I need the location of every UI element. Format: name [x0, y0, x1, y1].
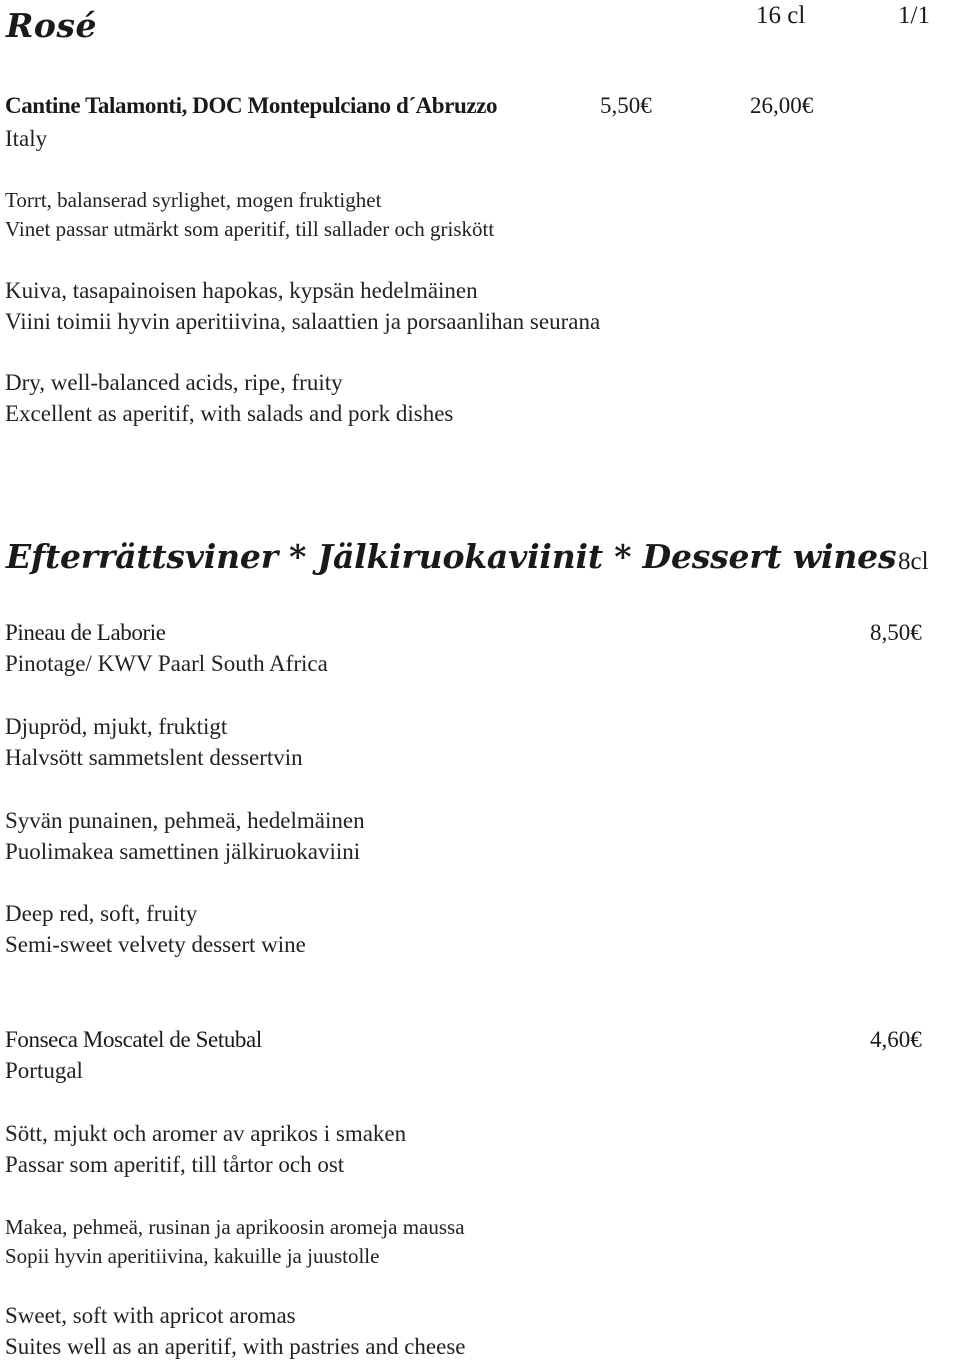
pineau-desc-en-line2: Semi-sweet velvety dessert wine	[5, 932, 306, 957]
wine-origin-fonseca: Portugal	[5, 1058, 83, 1083]
pineau-desc-en-line1: Deep red, soft, fruity	[5, 901, 198, 926]
wine-name-talamonti: Cantine Talamonti, DOC Montepulciano d´Abruzzo	[5, 93, 498, 118]
pineau-desc-sv-line1: Djupröd, mjukt, fruktigt	[5, 714, 228, 739]
price-glass-talamonti: 5,50€	[600, 93, 652, 118]
wine-origin-pineau: Pinotage/ KWV Paarl South Africa	[5, 651, 328, 676]
fonseca-desc-sv-line1: Sött, mjukt och aromer av aprikos i smaken	[5, 1121, 407, 1146]
col-header-16cl: 16 cl	[756, 2, 806, 29]
rose-section-title: Rosé	[6, 6, 98, 45]
price-fonseca: 4,60€	[870, 1027, 922, 1052]
pineau-desc-fi-line2: Puolimakea samettinen jälkiruokaviini	[5, 839, 361, 864]
desc-en-line1: Dry, well-balanced acids, ripe, fruity	[5, 370, 343, 395]
desc-sv-line2: Vinet passar utmärkt som aperitif, till sallader och griskött	[5, 217, 495, 241]
wine-origin-talamonti: Italy	[5, 126, 48, 151]
fonseca-desc-en-line2: Suites well as an aperitif, with pastries and cheese	[5, 1334, 466, 1359]
desc-fi-line1: Kuiva, tasapainoisen hapokas, kypsän hedelmäinen	[5, 278, 478, 303]
col-header-bottle: 1/1	[898, 2, 930, 29]
desc-sv-line1: Torrt, balanserad syrlighet, mogen fruktighet	[5, 188, 382, 212]
wine-name-fonseca: Fonseca Moscatel de Setubal	[5, 1027, 262, 1052]
price-bottle-talamonti: 26,00€	[750, 93, 814, 118]
desc-en-line2: Excellent as aperitif, with salads and pork dishes	[5, 401, 454, 426]
fonseca-desc-fi-line2: Sopii hyvin aperitiivina, kakuille ja juustolle	[5, 1244, 380, 1268]
price-pineau: 8,50€	[870, 620, 922, 645]
pineau-desc-fi-line1: Syvän punainen, pehmeä, hedelmäinen	[5, 808, 365, 833]
fonseca-desc-fi-line1: Makea, pehmeä, rusinan ja aprikoosin aromeja maussa	[5, 1215, 465, 1239]
fonseca-desc-sv-line2: Passar som aperitif, till tårtor och ost	[5, 1152, 345, 1177]
wine-name-pineau: Pineau de Laborie	[5, 620, 166, 645]
fonseca-desc-en-line1: Sweet, soft with apricot aromas	[5, 1303, 296, 1328]
pineau-desc-sv-line2: Halvsött sammetslent dessertvin	[5, 745, 303, 770]
desc-fi-line2: Viini toimii hyvin aperitiivina, salaattien ja porsaanlihan seurana	[5, 309, 601, 334]
dessert-section-title: Efterrättsviner * Jälkiruokaviinit * Dessert wines	[6, 537, 897, 576]
col-header-8cl: 8cl	[898, 548, 929, 575]
